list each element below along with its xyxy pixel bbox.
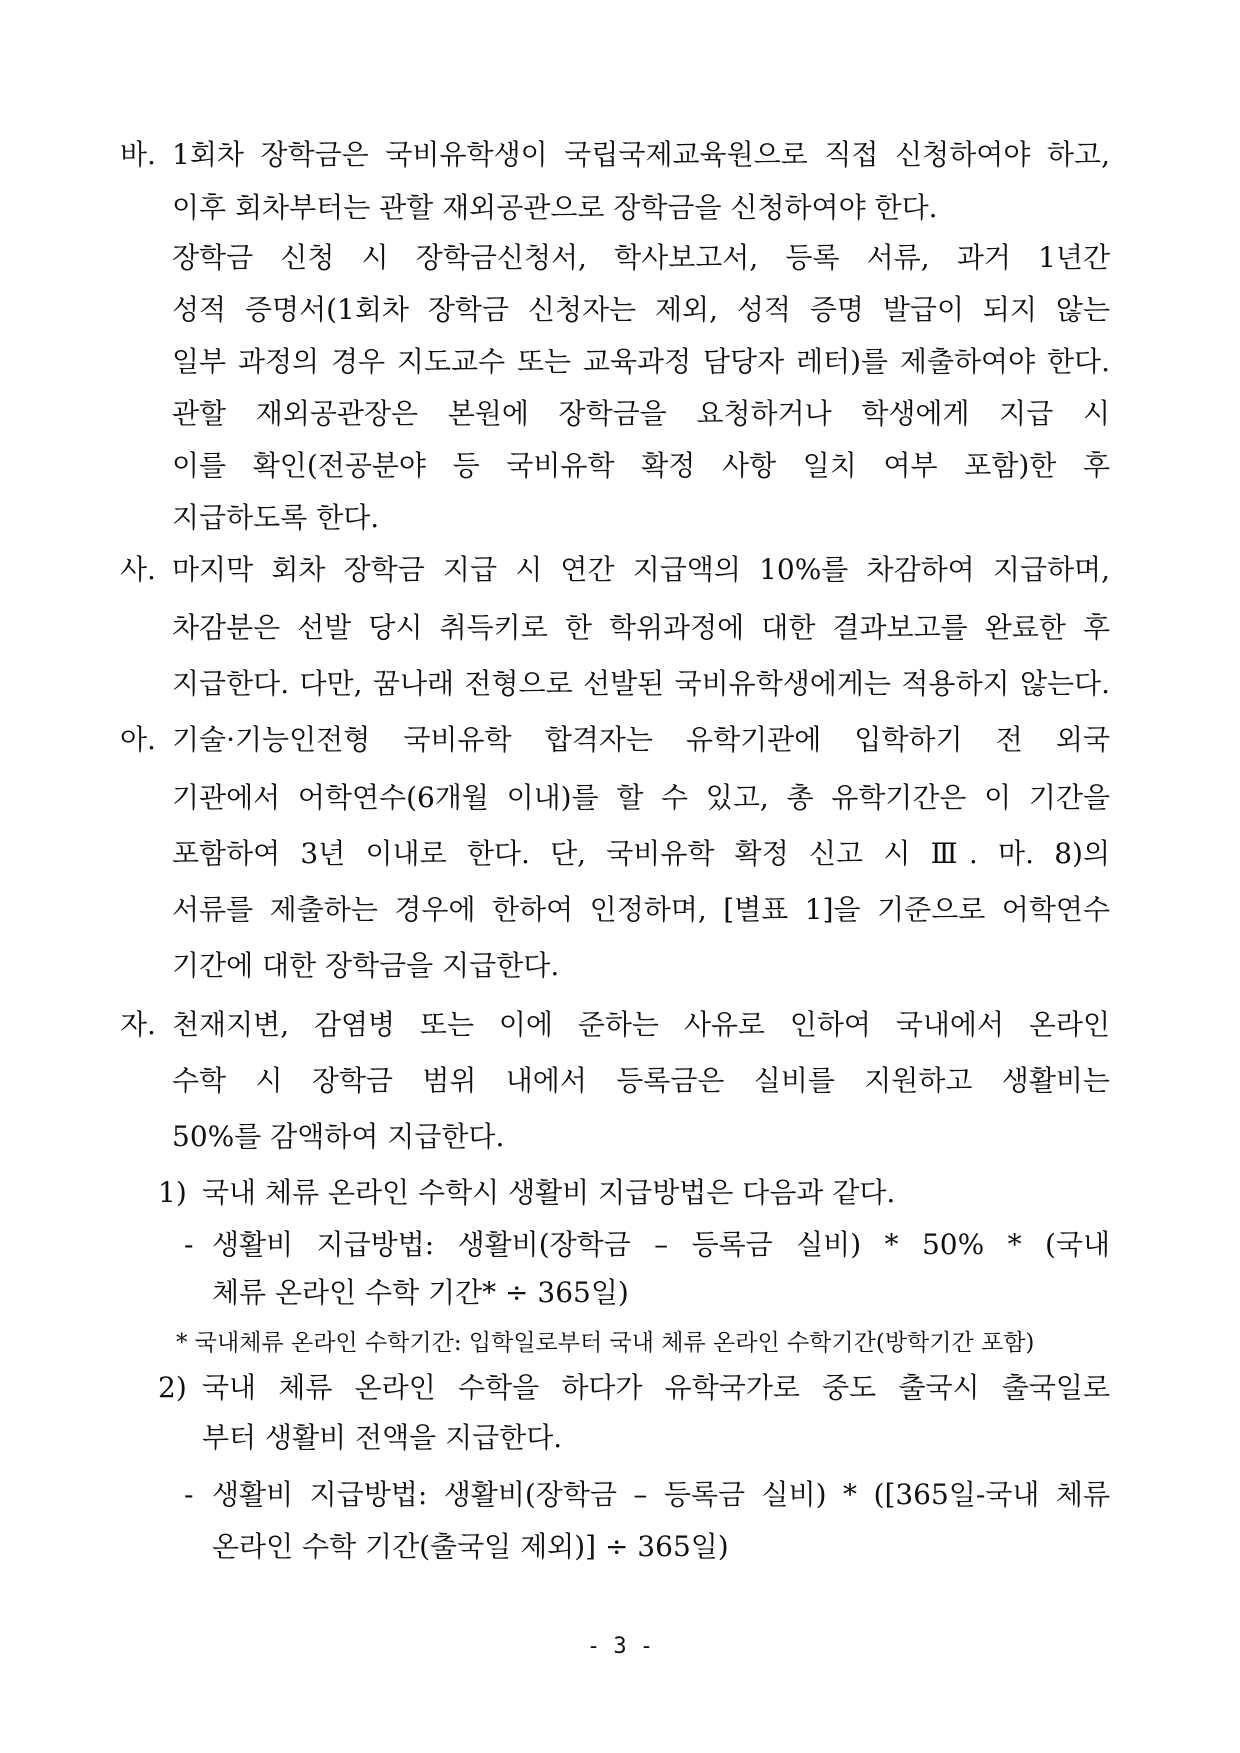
sub-item-1-text: 국내 체류 온라인 수학시 생활비 지급방법은 다음과 같다.	[202, 1176, 896, 1209]
section-ba-line-2: 이후 회차부터는 관할 재외공관으로 장학금을 신청하여야 한다.	[172, 191, 938, 224]
sub-item-1-dash: -	[184, 1228, 194, 1261]
section-ba-line-7: 이를 확인(전공분야 등 국비유학 확정 사항 일치 여부 포함)한 후	[172, 449, 1110, 482]
section-a-line-2: 기관에서 어학연수(6개월 이내)를 할 수 있고, 총 유학기간은 이 기간을	[172, 781, 1110, 814]
section-a-line-3: 포함하여 3년 이내로 한다. 단, 국비유학 확정 신고 시 Ⅲ. 마. 8)의	[172, 837, 1110, 870]
section-label-sa: 사.	[120, 553, 156, 586]
section-sa-line-1: 마지막 회차 장학금 지급 시 연간 지급액의 10%를 차감하여 지급하며,	[172, 553, 1110, 586]
section-label-a: 아.	[120, 723, 156, 756]
sub-item-2-line-2: 부터 생활비 전액을 지급한다.	[202, 1421, 563, 1454]
section-ba-line-6: 관할 재외공관장은 본원에 장학금을 요청하거나 학생에게 지급 시	[172, 397, 1110, 430]
section-ja-line-1: 천재지변, 감염병 또는 이에 준하는 사유로 인하여 국내에서 온라인	[172, 1008, 1110, 1041]
section-label-ja: 자.	[120, 1008, 156, 1041]
section-ba-line-3: 장학금 신청 시 장학금신청서, 학사보고서, 등록 서류, 과거 1년간	[172, 241, 1110, 274]
section-a-line-4: 서류를 제출하는 경우에 한하여 인정하며, [별표 1]을 기준으로 어학연수	[172, 893, 1110, 926]
section-ba-line-5: 일부 과정의 경우 지도교수 또는 교육과정 담당자 레터)를 제출하여야 한다.	[172, 345, 1110, 378]
section-label-ba: 바.	[120, 138, 156, 171]
sub-item-2-label: 2)	[158, 1371, 187, 1404]
section-sa-line-3: 지급한다. 다만, 꿈나래 전형으로 선발된 국비유학생에게는 적용하지 않는다.	[172, 667, 1110, 700]
page-number: - 3 -	[586, 1634, 654, 1659]
sub-item-1-footnote: * 국내체류 온라인 수학기간: 입학일로부터 국내 체류 온라인 수학기간(방학기간 포함)	[176, 1330, 1035, 1356]
sub-item-1-formula-line-1: 생활비 지급방법: 생활비(장학금 – 등록금 실비) * 50% * (국내	[212, 1228, 1110, 1261]
section-ja-line-2: 수학 시 장학금 범위 내에서 등록금은 실비를 지원하고 생활비는	[172, 1064, 1110, 1097]
section-a-line-1: 기술·기능인전형 국비유학 합격자는 유학기관에 입학하기 전 외국	[172, 723, 1110, 756]
sub-item-2-formula-line-2: 온라인 수학 기간(출국일 제외)] ÷ 365일)	[212, 1530, 729, 1563]
sub-item-1-label: 1)	[158, 1176, 187, 1209]
section-ba-line-8: 지급하도록 한다.	[172, 501, 380, 534]
section-ba-line-4: 성적 증명서(1회차 장학금 신청자는 제외, 성적 증명 발급이 되지 않는	[172, 293, 1110, 326]
sub-item-2-dash: -	[184, 1478, 194, 1511]
sub-item-2-formula-line-1: 생활비 지급방법: 생활비(장학금 – 등록금 실비) * ([365일-국내 체류	[212, 1478, 1110, 1511]
sub-item-2-line-1: 국내 체류 온라인 수학을 하다가 유학국가로 중도 출국시 출국일로	[202, 1371, 1110, 1404]
section-a-line-5: 기간에 대한 장학금을 지급한다.	[172, 949, 560, 982]
sub-item-1-formula-line-2: 체류 온라인 수학 기간* ÷ 365일)	[212, 1276, 629, 1309]
section-ja-line-3: 50%를 감액하여 지급한다.	[172, 1120, 505, 1153]
section-ba-line-1: 1회차 장학금은 국비유학생이 국립국제교육원으로 직접 신청하여야 하고,	[172, 138, 1110, 171]
section-sa-line-2: 차감분은 선발 당시 취득키로 한 학위과정에 대한 결과보고를 완료한 후	[172, 611, 1110, 644]
